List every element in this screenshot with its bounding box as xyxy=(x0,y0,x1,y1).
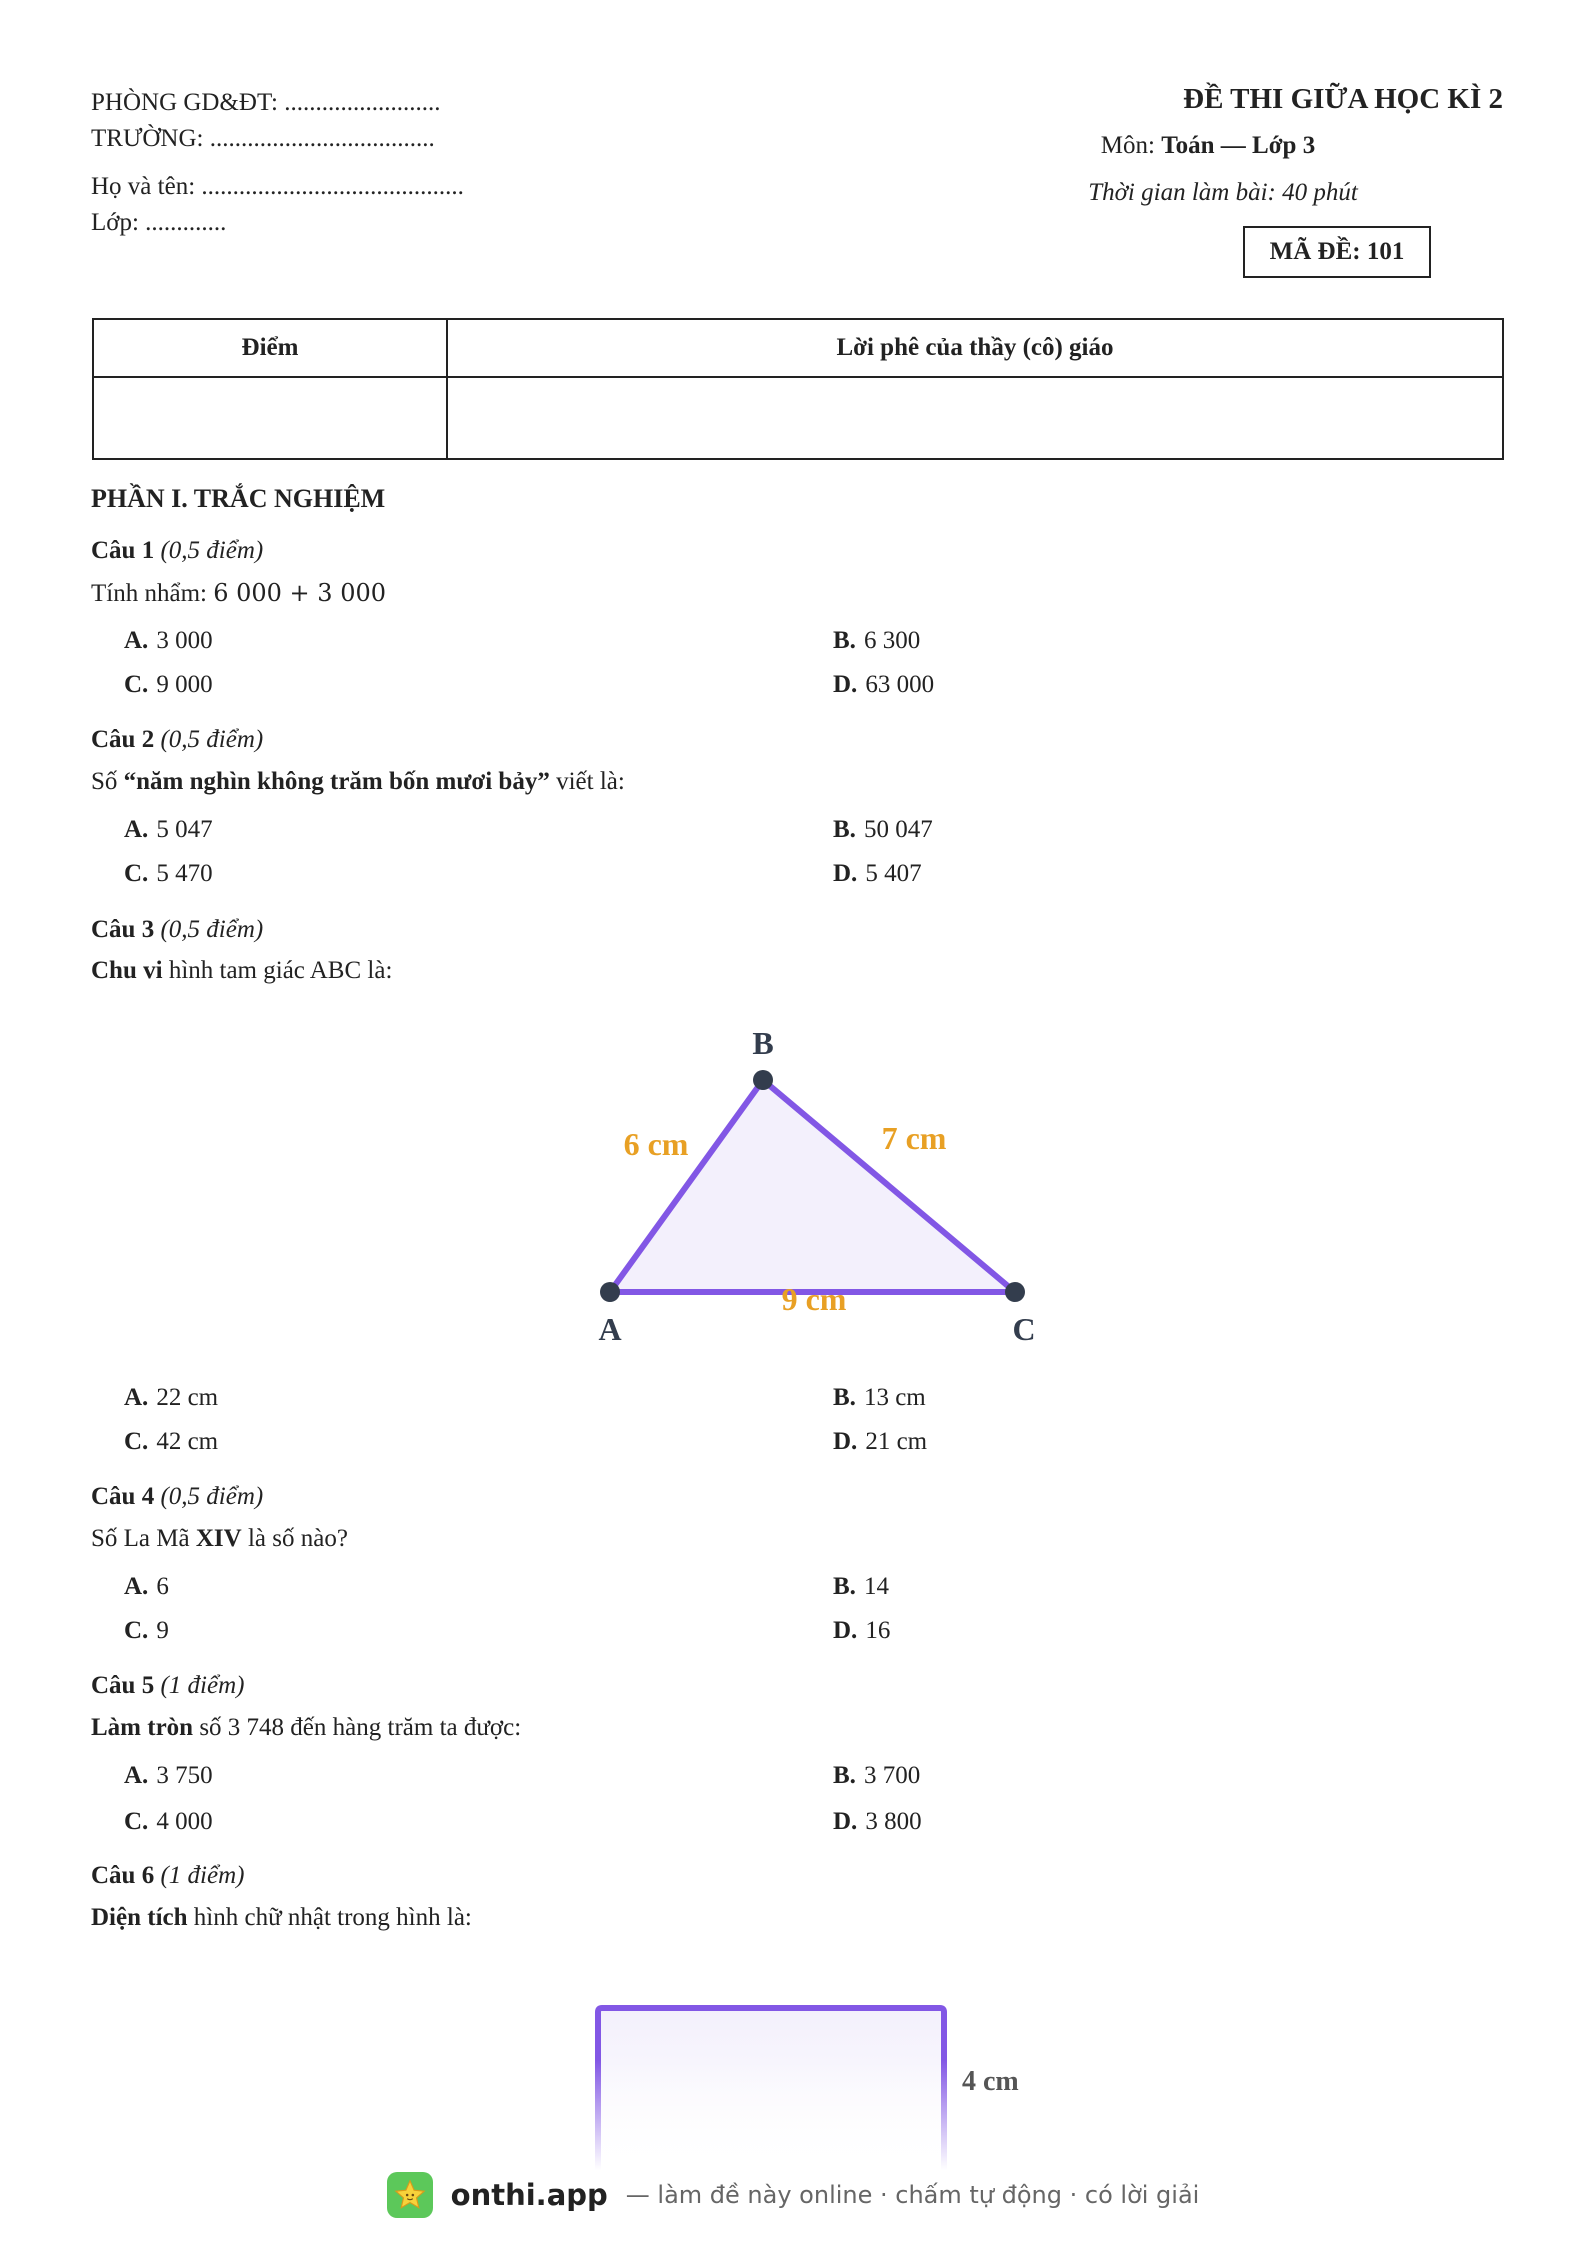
exam-code-box: MÃ ĐỀ: 101 xyxy=(1243,226,1431,278)
bottom-fade xyxy=(560,2060,960,2170)
question-emphasis: XIV xyxy=(195,1525,242,1552)
option-key: D. xyxy=(833,860,858,887)
question-emphasis: Làm tròn xyxy=(91,1714,194,1741)
question-5-text xyxy=(91,1714,521,1742)
question-points: (0,5 điểm) xyxy=(160,537,264,564)
option-2c[interactable] xyxy=(124,860,213,888)
question-expression: 6 000 + 3 000 xyxy=(213,579,386,607)
option-1d[interactable] xyxy=(833,671,934,699)
side-ab-label: 6 cm xyxy=(623,1126,689,1162)
option-5a[interactable] xyxy=(124,1762,213,1790)
question-text: Tính nhẩm: xyxy=(91,580,214,607)
question-points: (1 điểm) xyxy=(160,1862,245,1889)
option-key: C. xyxy=(124,1617,149,1644)
question-points: (0,5 điểm) xyxy=(160,726,264,753)
grade-cell[interactable] xyxy=(93,377,447,459)
vertex-b-dot xyxy=(753,1070,773,1090)
question-label: Câu 3 xyxy=(91,916,155,943)
question-emphasis: Chu vi xyxy=(91,957,163,984)
time-line: Thời gian làm bài: 40 phút xyxy=(1088,179,1358,206)
option-value: 6 xyxy=(156,1573,169,1600)
option-value: 9 000 xyxy=(156,671,213,698)
grade-table xyxy=(92,318,1504,460)
vertex-c-label: C xyxy=(1012,1311,1036,1347)
option-4b[interactable] xyxy=(833,1573,889,1601)
option-key: D. xyxy=(833,671,858,698)
option-key: B. xyxy=(833,1384,856,1411)
option-key: A. xyxy=(124,627,149,654)
subject-prefix: Môn: xyxy=(1100,132,1162,159)
vertex-b-label: B xyxy=(752,1025,774,1061)
option-key: B. xyxy=(833,627,856,654)
option-value: 21 cm xyxy=(865,1428,928,1455)
question-4-head xyxy=(91,1483,263,1511)
question-text: hình chữ nhật trong hình là: xyxy=(187,1904,472,1931)
question-points: (0,5 điểm) xyxy=(160,916,264,943)
question-emphasis: “năm nghìn không trăm bốn mươi bảy” xyxy=(123,768,550,795)
option-value: 63 000 xyxy=(865,671,935,698)
side-ac-label: 9 cm xyxy=(781,1281,847,1317)
option-2a[interactable] xyxy=(124,816,213,844)
grade-header: Điểm xyxy=(93,319,447,377)
brand-name: onthi.app xyxy=(450,2178,608,2212)
question-6-head xyxy=(91,1862,244,1890)
question-emphasis: Diện tích xyxy=(91,1904,188,1931)
question-4-text xyxy=(91,1525,348,1553)
option-4c[interactable] xyxy=(124,1617,169,1645)
triangle-abc xyxy=(610,1080,1015,1292)
comment-header: Lời phê của thầy (cô) giáo xyxy=(447,319,1503,377)
rectangle-side-label: 4 cm xyxy=(962,2066,1019,2097)
side-bc-label: 7 cm xyxy=(881,1120,947,1156)
triangle-figure xyxy=(560,1010,1060,1360)
option-3c[interactable] xyxy=(124,1428,218,1456)
option-key: C. xyxy=(124,1428,149,1455)
option-key: B. xyxy=(833,816,856,843)
question-label: Câu 2 xyxy=(91,726,155,753)
option-key: A. xyxy=(124,1573,149,1600)
option-value: 42 cm xyxy=(156,1428,219,1455)
option-key: B. xyxy=(833,1762,856,1789)
question-label: Câu 6 xyxy=(91,1862,155,1889)
question-text: là số nào? xyxy=(241,1525,348,1552)
option-4d[interactable] xyxy=(833,1617,890,1645)
option-value: 22 cm xyxy=(156,1384,219,1411)
option-1c[interactable] xyxy=(124,671,213,699)
question-1-text xyxy=(91,579,386,608)
question-2-head xyxy=(91,726,263,754)
option-value: 3 700 xyxy=(863,1762,921,1789)
question-text: số 3 748 đến hàng trăm ta được: xyxy=(193,1714,522,1741)
option-1b[interactable] xyxy=(833,627,920,655)
vertex-a-dot xyxy=(600,1282,620,1302)
option-key: A. xyxy=(124,1384,149,1411)
option-key: C. xyxy=(124,671,149,698)
option-1a[interactable] xyxy=(124,627,213,655)
question-points: (0,5 điểm) xyxy=(160,1483,264,1510)
question-6-text xyxy=(91,1904,472,1932)
option-3d[interactable] xyxy=(833,1428,927,1456)
question-text: viết là: xyxy=(549,768,625,795)
name-line: Họ và tên: .......................................... xyxy=(91,173,464,200)
option-value: 4 000 xyxy=(156,1808,213,1835)
option-3b[interactable] xyxy=(833,1384,926,1412)
option-value: 3 750 xyxy=(156,1762,213,1789)
question-label: Câu 5 xyxy=(91,1672,155,1699)
option-key: D. xyxy=(833,1428,858,1455)
question-text: hình tam giác ABC là: xyxy=(162,957,393,984)
option-key: A. xyxy=(124,1762,149,1789)
question-2-text xyxy=(91,768,625,796)
option-value: 5 470 xyxy=(156,860,213,887)
question-text: Số La Mã xyxy=(91,1525,196,1552)
option-value: 5 407 xyxy=(865,860,922,887)
option-5d[interactable] xyxy=(833,1808,922,1836)
question-text: Số xyxy=(91,768,124,795)
option-value: 50 047 xyxy=(863,816,933,843)
option-value: 16 xyxy=(865,1617,891,1644)
exam-title: ĐỀ THI GIỮA HỌC KÌ 2 xyxy=(1183,83,1503,115)
question-5-head xyxy=(91,1672,244,1700)
option-4a[interactable] xyxy=(124,1573,169,1601)
school-line: TRƯỜNG: .................................... xyxy=(91,125,435,152)
option-value: 5 047 xyxy=(156,816,213,843)
option-value: 3 000 xyxy=(156,627,213,654)
option-2b[interactable] xyxy=(833,816,933,844)
subject-name: Toán — Lớp 3 xyxy=(1161,132,1316,159)
question-1-head xyxy=(91,537,263,565)
comment-cell[interactable] xyxy=(447,377,1503,459)
option-value: 9 xyxy=(156,1617,169,1644)
option-value: 13 cm xyxy=(863,1384,926,1411)
option-key: A. xyxy=(124,816,149,843)
brand-tagline: — làm đề này online · chấm tự động · có lời giải xyxy=(625,2181,1200,2209)
star-logo-icon xyxy=(387,2172,433,2218)
option-key: D. xyxy=(833,1617,858,1644)
question-3-head xyxy=(91,916,263,944)
option-key: C. xyxy=(124,860,149,887)
question-points: (1 điểm) xyxy=(160,1672,245,1699)
class-line: Lớp: ............. xyxy=(91,209,227,236)
question-3-text xyxy=(91,957,392,985)
question-label: Câu 4 xyxy=(91,1483,155,1510)
question-label: Câu 1 xyxy=(91,537,155,564)
vertex-a-label: A xyxy=(598,1311,622,1347)
section-title: PHẦN I. TRẮC NGHIỆM xyxy=(91,484,386,513)
option-5c[interactable] xyxy=(124,1808,213,1836)
footer-banner[interactable] xyxy=(0,2170,1586,2220)
option-value: 3 800 xyxy=(865,1808,922,1835)
department-line: PHÒNG GD&ĐT: ......................... xyxy=(91,89,441,116)
vertex-c-dot xyxy=(1005,1282,1025,1302)
option-value: 6 300 xyxy=(863,627,921,654)
subject-line xyxy=(943,132,1473,160)
option-key: C. xyxy=(124,1808,149,1835)
option-key: D. xyxy=(833,1808,858,1835)
option-value: 14 xyxy=(863,1573,889,1600)
option-key: B. xyxy=(833,1573,856,1600)
option-2d[interactable] xyxy=(833,860,922,888)
option-3a[interactable] xyxy=(124,1384,218,1412)
option-5b[interactable] xyxy=(833,1762,920,1790)
